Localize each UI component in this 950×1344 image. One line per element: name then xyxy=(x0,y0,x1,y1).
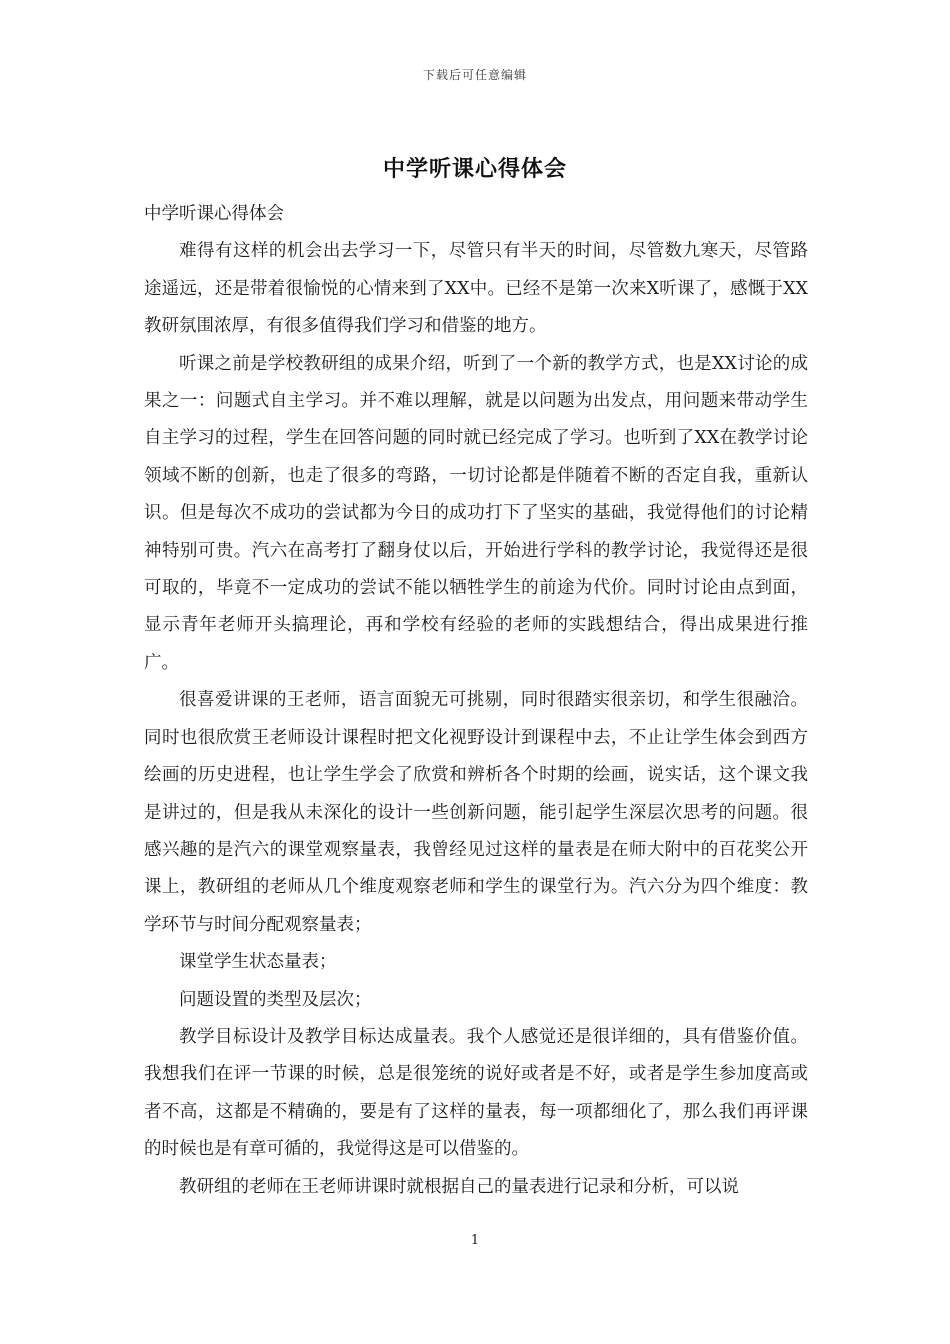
paragraph: 教学目标设计及教学目标达成量表。我个人感觉还是很详细的，具有借鉴价值。我想我们在评一节课的时候，总是很笼统的说好或者是不好，或者是学生参加度高或者不高，这都是不精确的，要是有了这样的量表，每一项都细化了，那么我们再评课的时候也是有章可循的，我觉得这是可以借鉴的。 xyxy=(144,1026,808,1160)
document-title: 中学听课心得体会 xyxy=(382,156,567,182)
paragraph: 难得有这样的机会出去学习一下，尽管只有半天的时间，尽管数九寒天，尽管路途遥远，还是带着很愉悦的心情来到了XX中。已经不是第一次来X听课了，感慨于XX教研氛围浓厚，有很多值得我们学习和借鉴的地方。 xyxy=(144,241,808,337)
paragraph: 课堂学生状态量表； xyxy=(179,952,337,973)
header-note: 下载后可任意编辑 xyxy=(422,68,527,82)
paragraph: 听课之前是学校教研组的成果介绍，听到了一个新的教学方式，也是XX讨论的成果之一：问题式自主学习。并不难以理解，就是以问题为出发点，用问题来带动学生自主学习的过程，学生在回答问题的同时就已经完成了学习。也听到了XX在教学讨论领域不断的创新，也走了很多的弯路，一切讨论都是伴随着不断的否定自我，重新认识。但是每次不成功的尝试都为今日的成功打下了坚实的基础，我觉得他们的讨论精神特别可贵。汽六在高考打了翻身仗以后，开始进行学科的教学讨论，我觉得还是很可取的，毕竟不一定成功的尝试不能以牺牲学生的前途为代价。同时讨论由点到面，显示青年老师开头搞理论，再和学校有经验的老师的实践想结合，得出成果进行推广。 xyxy=(144,353,808,673)
page-number: 1 xyxy=(470,1233,480,1248)
paragraph: 教研组的老师在王老师讲课时就根据自己的量表进行记录和分析，可以说 xyxy=(179,1176,739,1197)
paragraph: 问题设置的类型及层次； xyxy=(179,989,372,1010)
document-body xyxy=(144,196,808,1206)
paragraph: 很喜爱讲课的王老师，语言面貌无可挑剔，同时很踏实很亲切，和学生很融洽。同时也很欣赏王老师设计课程时把文化视野设计到课程中去，不止让学生体会到西方绘画的历史进程，也让学生学会了欣赏和辨析各个时期的绘画，说实话，这个课文我是讲过的，但是我从未深化的设计一些创新问题，能引起学生深层次思考的问题。很感兴趣的是汽六的课堂观察量表，我曾经见过这样的量表是在师大附中的百花奖公开课上，教研组的老师从几个维度观察老师和学生的课堂行为。汽六分为四个维度：教学环节与时间分配观察量表； xyxy=(144,690,808,935)
subtitle-line: 中学听课心得体会 xyxy=(144,204,284,224)
